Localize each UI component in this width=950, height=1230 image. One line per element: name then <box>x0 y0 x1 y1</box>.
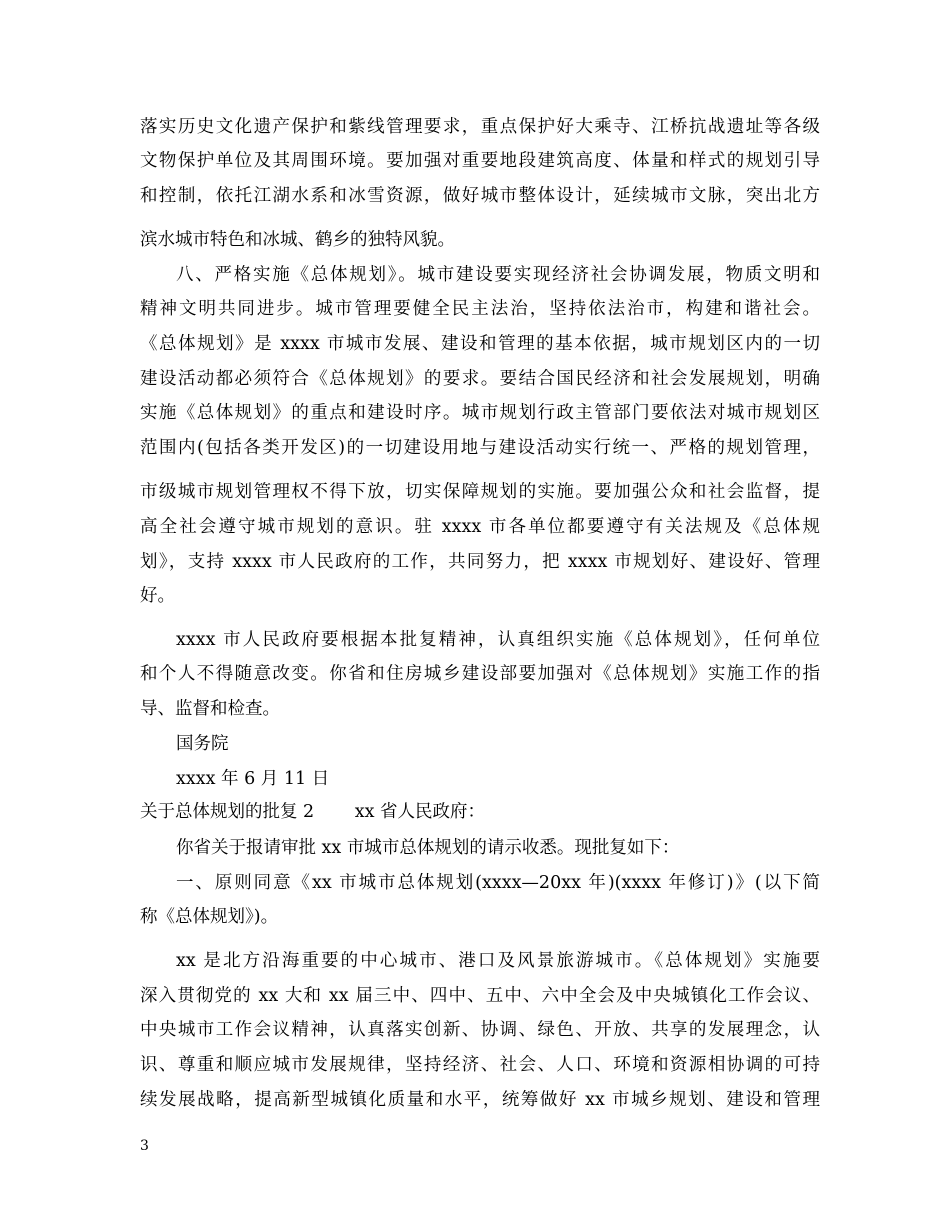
signature-date: xxxx 年 6 月 11 日 <box>176 769 330 789</box>
body-text-line: 落实历史文化遗产保护和紫线管理要求，重点保护好大乘寺、江桥抗战遗址等各级 <box>140 117 820 137</box>
body-text-line: 《总体规划》是 xxxx 市城市发展、建设和管理的基本依据，城市规划区内的一切 <box>140 334 820 354</box>
section-title-line: 关于总体规划的批复 2 xx 省人民政府： <box>140 802 486 822</box>
body-text-line: 滨水城市特色和冰城、鹤乡的独特风貌。 <box>140 230 455 250</box>
body-text-line: xx 是北方沿海重要的中心城市、港口及风景旅游城市。《总体规划》实施要 <box>176 951 820 971</box>
body-text-line: xxxx 市人民政府要根据本批复精神，认真组织实施《总体规划》，任何单位 <box>176 630 820 650</box>
body-text-line: 文物保护单位及其周围环境。要加强对重要地段建筑高度、体量和样式的规划引导 <box>140 151 820 171</box>
body-text-line: 范围内(包括各类开发区)的一切建设用地与建设活动实行统一、严格的规划管理， <box>140 438 820 458</box>
body-text-line: 和控制，依托江湖水系和冰雪资源，做好城市整体设计，延续城市文脉，突出北方 <box>140 186 820 206</box>
body-text-line: 划》，支持 xxxx 市人民政府的工作，共同努力，把 xxxx 市规划好、建设好、管理 <box>140 552 820 572</box>
section-heading-line: 八、严格实施《总体规划》。城市建设要实现经济社会协调发展，物质文明和 <box>176 265 820 285</box>
body-text-line: 中央城市工作会议精神，认真落实创新、协调、绿色、开放、共享的发展理念，认 <box>140 1020 820 1040</box>
body-text-line: 你省关于报请审批 xx 市城市总体规划的请示收悉。现批复如下： <box>176 838 680 858</box>
body-text-line: 识、尊重和顺应城市发展规律，坚持经济、社会、人口、环境和资源相协调的可持 <box>140 1055 820 1075</box>
body-text-line: 建设活动都必须符合《总体规划》的要求。要结合国民经济和社会发展规划，明确 <box>140 369 820 389</box>
body-text-line: 高全社会遵守城市规划的意识。驻 xxxx 市各单位都要遵守有关法规及《总体规 <box>140 517 820 537</box>
body-text-line: 精神文明共同进步。城市管理要健全民主法治，坚持依法治市，构建和谐社会。 <box>140 299 820 319</box>
body-text-line: 市级城市规划管理权不得下放，切实保障规划的实施。要加强公众和社会监督，提 <box>140 482 820 502</box>
body-text-line: 好。 <box>140 586 175 606</box>
signature-issuer: 国务院 <box>176 734 229 754</box>
body-text-line: 深入贯彻党的 xx 大和 xx 届三中、四中、五中、六中全会及中央城镇化工作会议、 <box>140 986 820 1006</box>
body-text-line: 实施《总体规划》的重点和建设时序。城市规划行政主管部门要依法对城市规划区 <box>140 403 820 423</box>
body-text-line: 续发展战略，提高新型城镇化质量和水平，统筹做好 xx 市城乡规划、建设和管理 <box>140 1090 820 1110</box>
page-number: 3 <box>140 1138 149 1154</box>
body-text-line: 导、监督和检查。 <box>140 699 280 719</box>
body-text-line: 称《总体规划》)。 <box>140 907 279 927</box>
body-text-line: 和个人不得随意改变。你省和住房城乡建设部要加强对《总体规划》实施工作的指 <box>140 664 820 684</box>
body-text-line: 一、原则同意《xx 市城市总体规划(xxxx—20xx 年)(xxxx 年修订)》(以下简 <box>176 873 820 893</box>
